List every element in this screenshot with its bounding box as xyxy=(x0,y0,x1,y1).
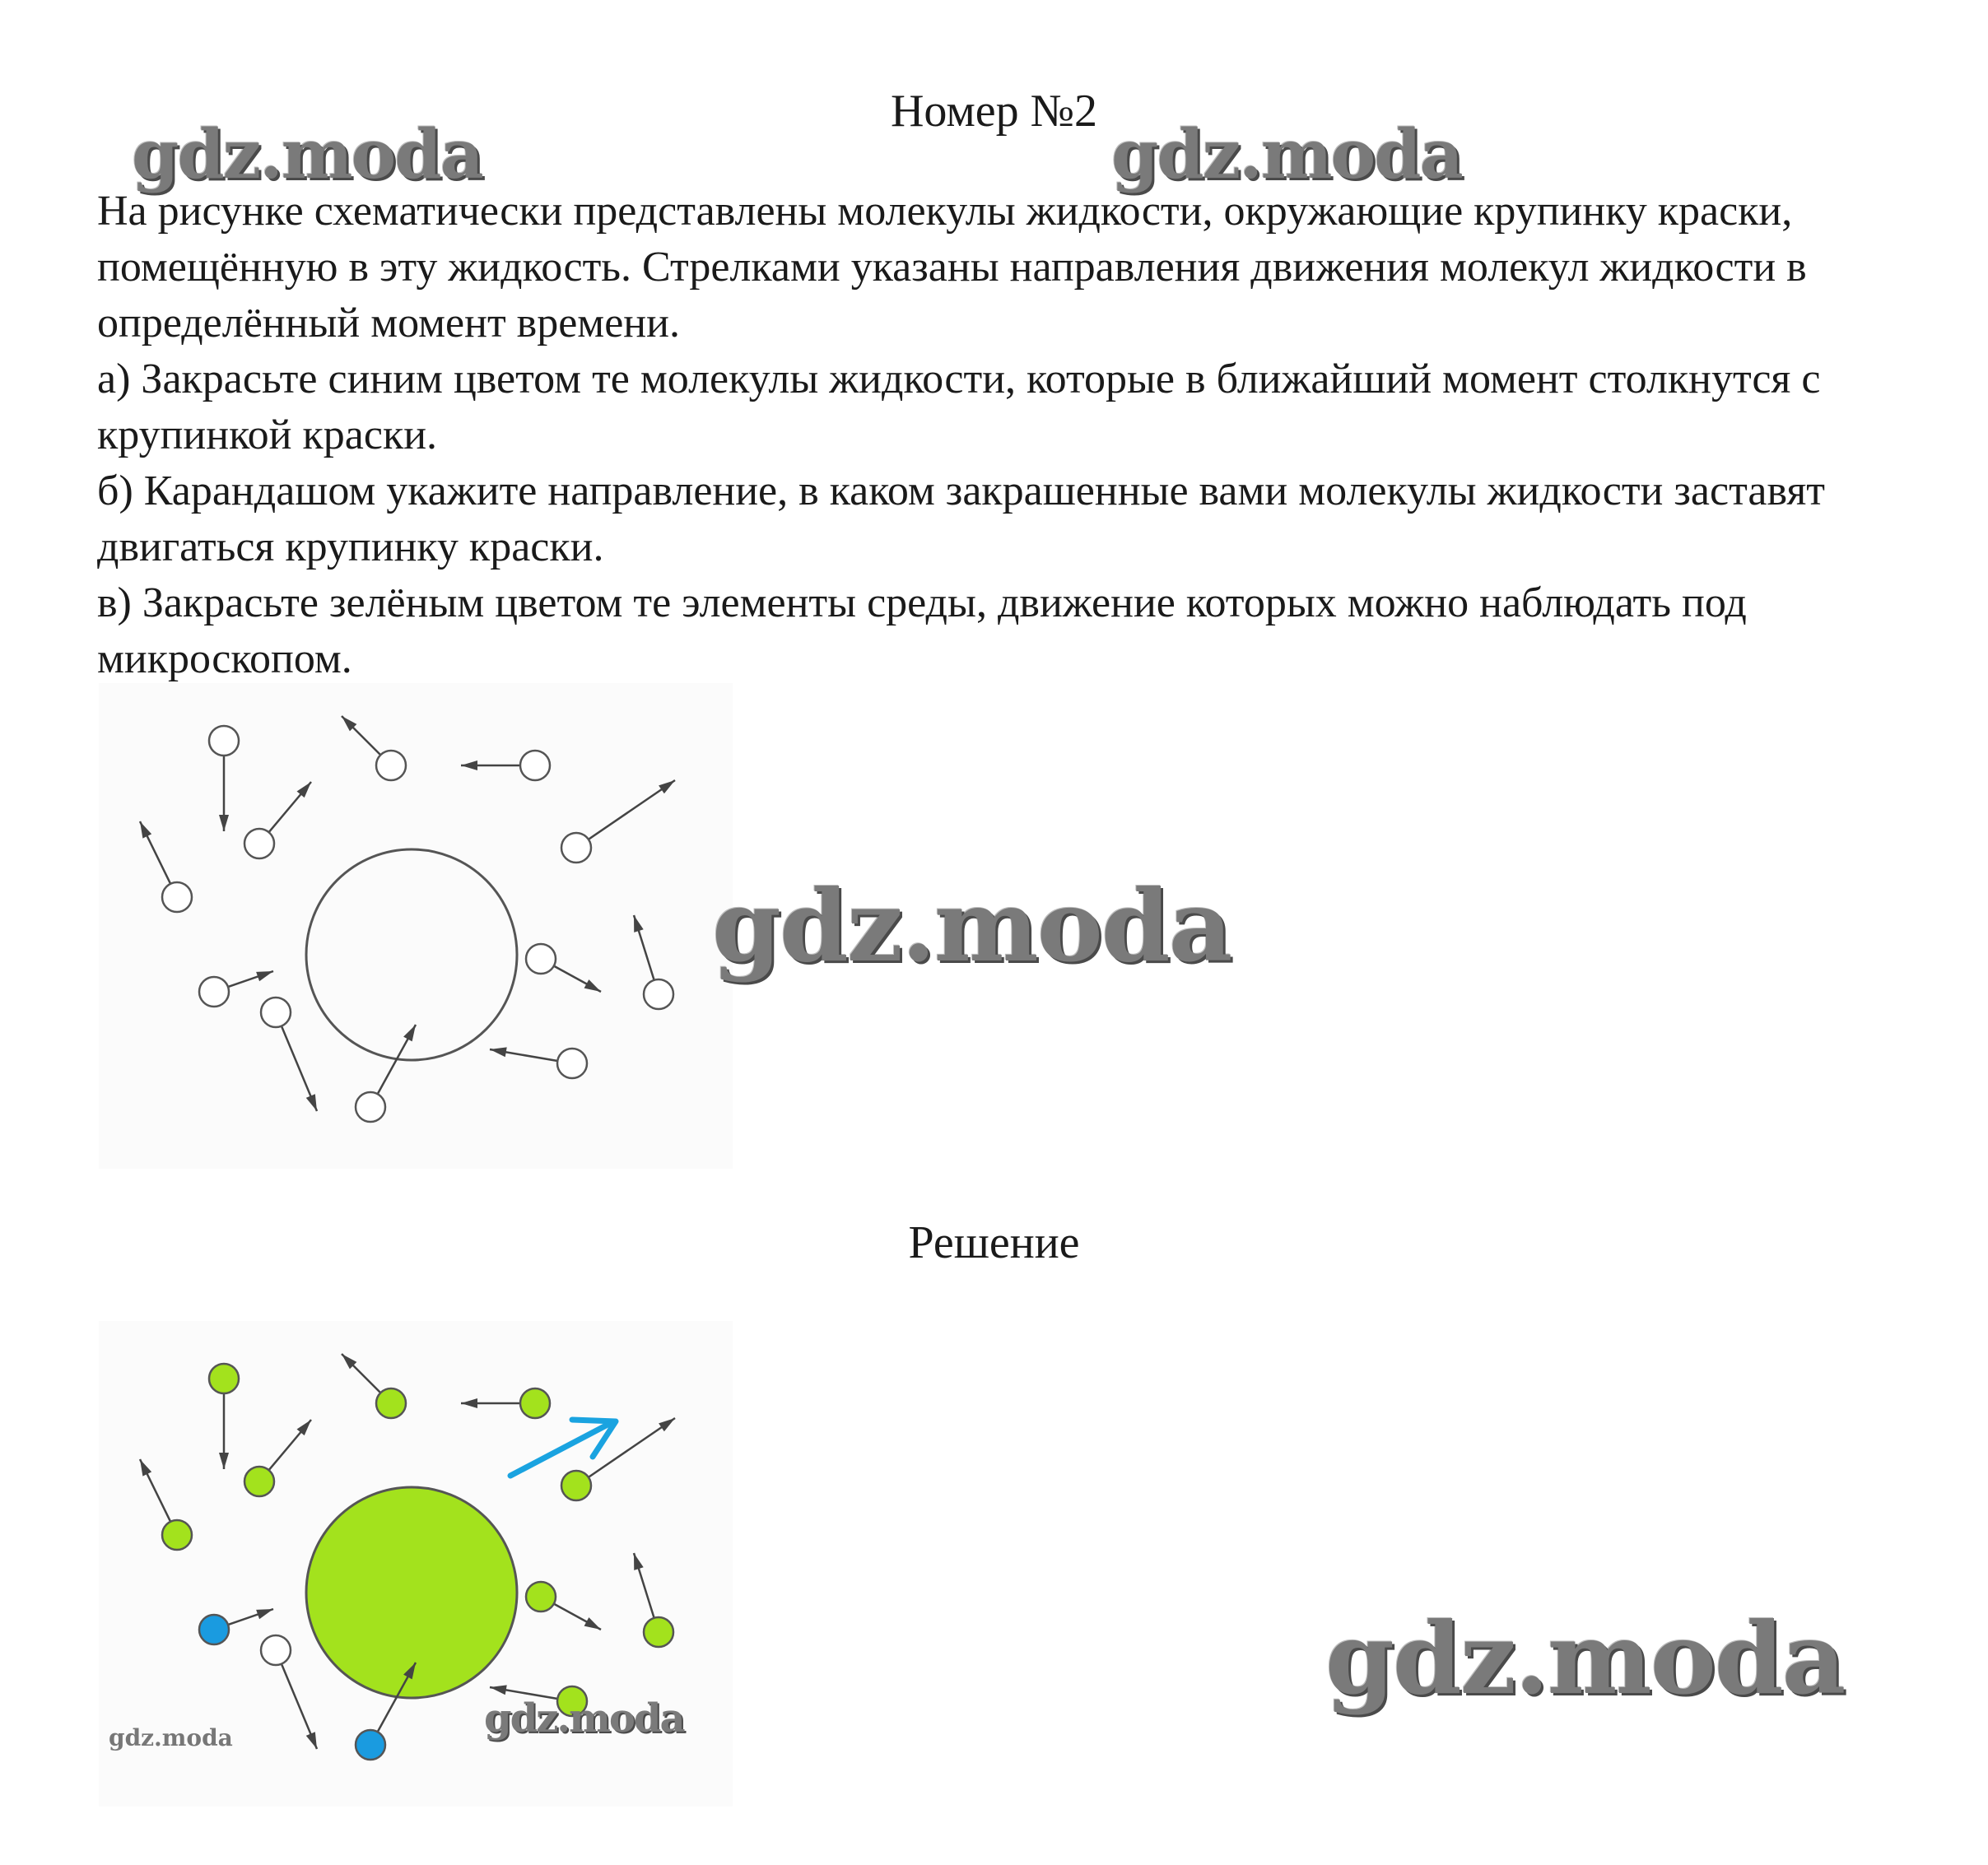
molecule-m1 xyxy=(209,1364,239,1393)
watermark: gdz.moda xyxy=(1111,115,1462,194)
arrow-head xyxy=(140,821,151,839)
task-part-c: в) Закрасьте зелёным цветом те элементы среды, движение которых можно наблюдать под микроскопом. xyxy=(97,579,1747,682)
arrow-head xyxy=(490,1685,507,1695)
molecule-m10 xyxy=(356,1092,385,1122)
molecule-m4 xyxy=(244,829,274,858)
molecule-m9 xyxy=(261,998,291,1027)
arrow-head xyxy=(584,979,601,992)
molecule-m11 xyxy=(644,1617,673,1647)
watermark: gdz.moda xyxy=(712,868,1231,984)
molecule-m5 xyxy=(561,1471,591,1500)
arrow-head xyxy=(256,1609,273,1619)
molecule-m6 xyxy=(162,1520,192,1550)
arrow-head xyxy=(461,1398,477,1408)
arrow-head xyxy=(306,1094,317,1111)
molecule-m5 xyxy=(561,833,591,863)
task-part-a: а) Закрасьте синим цветом те молекулы жидкости, которые в ближайший момент столкнутся с крупинкой краски. xyxy=(97,356,1821,458)
arrow-head xyxy=(219,1453,229,1469)
molecule-m8 xyxy=(199,977,229,1007)
molecule-m8 xyxy=(199,1615,229,1644)
molecule-m12 xyxy=(557,1049,587,1078)
solution-heading: Решение xyxy=(908,1217,1080,1268)
molecule-m10 xyxy=(356,1730,385,1760)
molecule-m11 xyxy=(644,979,673,1009)
task-text xyxy=(97,184,1933,687)
arrow-head xyxy=(634,1553,644,1570)
arrow-head xyxy=(403,1025,416,1041)
arrow-head xyxy=(256,971,273,981)
watermark: gdz.moda xyxy=(1325,1601,1845,1717)
watermark: gdz.moda xyxy=(132,115,482,194)
page-title: Номер №2 xyxy=(890,86,1098,137)
molecule-m2 xyxy=(376,751,406,780)
problem-figure xyxy=(99,683,733,1169)
paint-grain xyxy=(306,849,517,1060)
molecule-m3 xyxy=(520,751,550,780)
molecule-m7 xyxy=(526,944,556,974)
watermark: gdz.moda xyxy=(109,1724,233,1751)
watermark: gdz.moda xyxy=(484,1695,684,1742)
molecule-m4 xyxy=(244,1467,274,1496)
task-intro: На рисунке схематически представлены молекулы жидкости, окружающие крупинку краски, помещённую в эту жидкость. Стрелками указаны направления движения молекул жидкости в определённый момент времени. xyxy=(97,188,1807,346)
arrow-head xyxy=(306,1732,317,1749)
arrow-head xyxy=(219,815,229,831)
paint-grain xyxy=(306,1487,517,1698)
molecule-m3 xyxy=(520,1388,550,1418)
task-part-b: б) Карандашом укажите направление, в каком закрашенные вами молекулы жидкости заставят двигаться крупинку краски. xyxy=(97,467,1826,570)
molecule-m1 xyxy=(209,726,239,756)
arrow-head xyxy=(490,1047,507,1057)
molecule-m6 xyxy=(162,882,192,912)
molecules-diagram xyxy=(99,683,733,1169)
arrow-head xyxy=(659,780,675,793)
arrow-head xyxy=(461,760,477,770)
molecule-m7 xyxy=(526,1582,556,1612)
arrow-head xyxy=(634,915,644,932)
arrow-head xyxy=(584,1617,601,1630)
arrow-head xyxy=(659,1418,675,1431)
molecule-m9 xyxy=(261,1635,291,1665)
arrow-head xyxy=(140,1459,151,1477)
molecule-m2 xyxy=(376,1388,406,1418)
